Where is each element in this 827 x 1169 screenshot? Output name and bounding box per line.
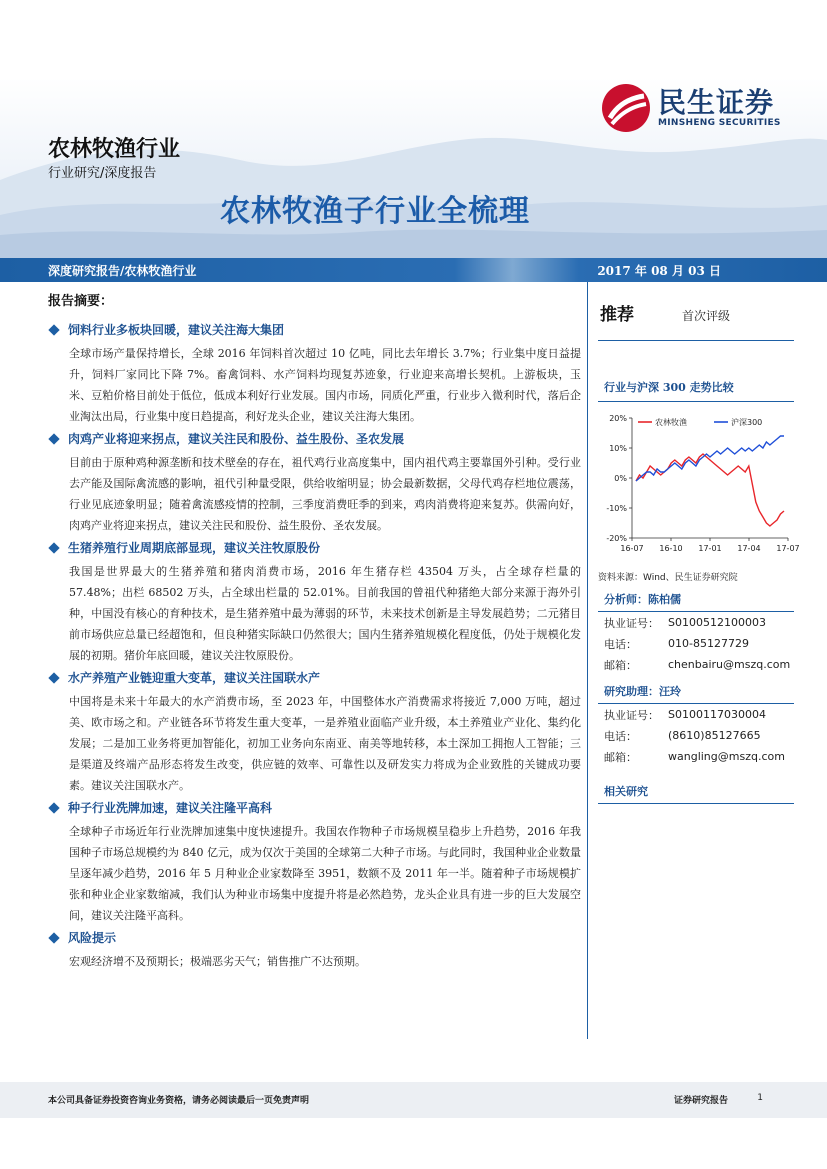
abstract-column [48,290,581,973]
abstract-title: 报告摘要： [48,294,114,309]
diamond-bullet-icon [48,802,59,813]
minsheng-logo-icon [600,82,652,134]
footer [0,1082,827,1118]
trend-chart [598,408,800,568]
rating-row [598,300,794,341]
row-key: 邮箱： [604,658,637,672]
series-line-1 [636,436,784,481]
x-tick-label: 16-07 [620,544,644,553]
chart-source: 资料来源：Wind、民生证券研究院 [598,573,738,583]
assistant-email-row [598,746,794,767]
row-key: 执业证号： [604,708,659,722]
section-heading [48,799,581,816]
section-heading [48,539,581,556]
section-heading [48,321,581,338]
y-tick-label: 20% [609,414,627,423]
analyst-email-row [598,654,794,675]
report-type: 行业研究/深度报告 [48,166,157,181]
diamond-bullet-icon [48,542,59,553]
diamond-bullet-icon [48,433,59,444]
chart-legend [638,417,762,427]
brand-logo [600,82,781,134]
brand-name-en: MINSHENG SECURITIES [658,118,781,128]
x-tick-label: 17-07 [776,544,800,553]
x-tick-label: 16-10 [659,544,683,553]
report-date: 2017 年 08 月 03 日 [597,264,721,278]
analyst-phone-row [598,633,794,654]
chart-y-ticks [606,414,632,543]
chart-x-ticks [620,538,799,553]
series-line-0 [636,454,784,526]
chart-title: 行业与沪深 300 走势比较 [598,379,794,402]
section-heading-text: 种子行业洗牌加速，建议关注隆平高科 [68,801,273,815]
section-heading-text: 肉鸡产业将迎来拐点，建议关注民和股份、益生股份、圣农发展 [68,432,405,446]
related-research-heading: 相关研究 [598,775,794,804]
section-heading-text: 饲料行业多板块回暖，建议关注海大集团 [68,323,285,337]
column-divider [587,282,588,1039]
assistant-license-row [598,704,794,725]
row-value: 010-85127729 [668,637,749,650]
y-tick-label: 0% [614,474,627,483]
brand-name-cn: 民生证券 [658,86,775,119]
report-title: 农林牧渔子行业全梳理 [220,194,530,229]
row-value: S0100117030004 [668,708,766,721]
assistant-phone-row [598,725,794,746]
page-number: 1 [757,1093,763,1103]
section-heading [48,929,581,946]
row-value[interactable]: wangling@mszq.com [668,750,785,763]
footer-disclaimer: 本公司具备证券投资咨询业务资格，请务必阅读最后一页免责声明 [48,1096,310,1106]
row-key: 电话： [604,729,637,743]
section-heading [48,669,581,686]
legend-label: 农林牧渔 [655,418,687,427]
y-tick-label: -10% [606,504,627,513]
assistant-heading: 研究助理：汪玲 [598,675,794,704]
section-heading-text: 生猪养殖行业周期底部显现，建议关注牧原股份 [68,541,321,555]
section-heading [48,430,581,447]
rating: 推荐 [600,305,634,325]
row-key: 执业证号： [604,616,659,630]
diamond-bullet-icon [48,932,59,943]
section-body: 宏观经济增不及预期长；极端恶劣天气；销售推广不达预期。 [69,955,366,968]
diamond-bullet-icon [48,324,59,335]
row-key: 邮箱： [604,750,637,764]
y-tick-label: 10% [609,444,627,453]
row-key: 电话： [604,637,637,651]
analyst-license-row [598,612,794,633]
section-heading-text: 风险提示 [68,931,117,945]
x-tick-label: 17-04 [737,544,761,553]
row-value[interactable]: chenbairu@mszq.com [668,658,791,671]
y-tick-label: -20% [606,534,627,543]
row-value: S0100512100003 [668,616,766,629]
section-body: 目前由于原种鸡种源垄断和技术壁垒的存在，祖代鸡行业高度集中，国内祖代鸡主要靠国外引种。受行业去产能及国际禽流感的影响，祖代引种量受限，供给收缩明显；协会最新数据，父母代鸡存栏地位震荡，行业见底迹象明显；随着禽流感疫情的控制，三季度消费旺季的到来，鸡肉消费将迎来复苏。供需向好，肉鸡产业将迎来拐点，建议关注民和股份、益生股份、圣农发展。 [69,456,581,532]
rating-note: 首次评级 [682,309,731,323]
report-category: 深度研究报告/农林牧渔行业 [48,264,197,278]
industry-label: 农林牧渔行业 [48,137,181,162]
diamond-bullet-icon [48,672,59,683]
chart-lines [636,436,784,526]
legend-label: 沪深300 [731,418,763,427]
section-heading-text: 水产养殖产业链迎重大变革，建议关注国联水产 [68,671,321,685]
section-body: 我国是世界最大的生猪养殖和猪肉消费市场，2016 年生猪存栏 43504 万头，占全球存栏量的 57.48%；出栏 68502 万头，占全球出栏量的 52.01%。目前我国的曾祖代种猪绝大部分来源于海外引种，中国没有核心的育种技术，是生猪养殖中最为薄弱的环节，未来技术创新是主导发展趋势；二元猪目前市场供应总量已经超饱和，但良种猪实际缺口仍然很大；国内生猪养殖规模化程度低，仍处于规模化发展的初期。猪价年底回暖，建议关注牧原股份。 [69,565,581,662]
row-value: (8610)85127665 [668,729,761,742]
info-bar [0,258,827,282]
analyst-heading: 分析师：陈柏儒 [598,583,794,612]
section-body: 中国将是未来十年最大的水产消费市场，至 2023 年，中国整体水产消费需求将接近 7,000 万吨，超过美、欧市场之和。产业链各环节将发生重大变革，一是养殖业面临产业升级，本土养殖业产业化、集约化发展；二是加工业务将更加智能化，初加工业务向东南亚、南美等地转移，本土深加工拥抱人工智能；三是渠道及终端产品形态将发生改变，供应链的效率、可靠性以及研发实力将成为企业致胜的关键成功要素。建议关注国联水产。 [69,695,581,792]
section-body: 全球种子市场近年行业洗牌加速集中度快速提升。我国农作物种子市场规模呈稳步上升趋势，2016 年我国种子市场总规模约为 840 亿元，成为仅次于美国的全球第二大种子市场。与此同时，我国种业企业数量呈逐年减少趋势，2016 年 5 月种业企业家数降至 3951，数额不及 2011 年一半。随着种子市场规模扩张和种业企业家数缩减，我们认为种业市场集中度提升将是必然趋势，龙头企业具有进一步的巨大发展空间，建议关注隆平高科。 [69,825,581,922]
x-tick-label: 17-01 [698,544,722,553]
sidebar [598,300,800,804]
section-body: 全球市场产量保持增长，全球 2016 年饲料首次超过 10 亿吨，同比去年增长 3.7%；行业集中度日益提升，饲料厂家同比下降 7%。畜禽饲料、水产饲料均现复苏迹象，行业迎来高增长契机。上游板块，玉米、豆粕价格目前处于低位，低成本利好行业发展。国内市场，同质化严重，行业步入微利时代，落后企业淘汰出局，行业集中度日趋提高，利好龙头企业，建议关注海大集团。 [69,347,581,423]
footer-doc-type: 证券研究报告 [673,1096,728,1106]
